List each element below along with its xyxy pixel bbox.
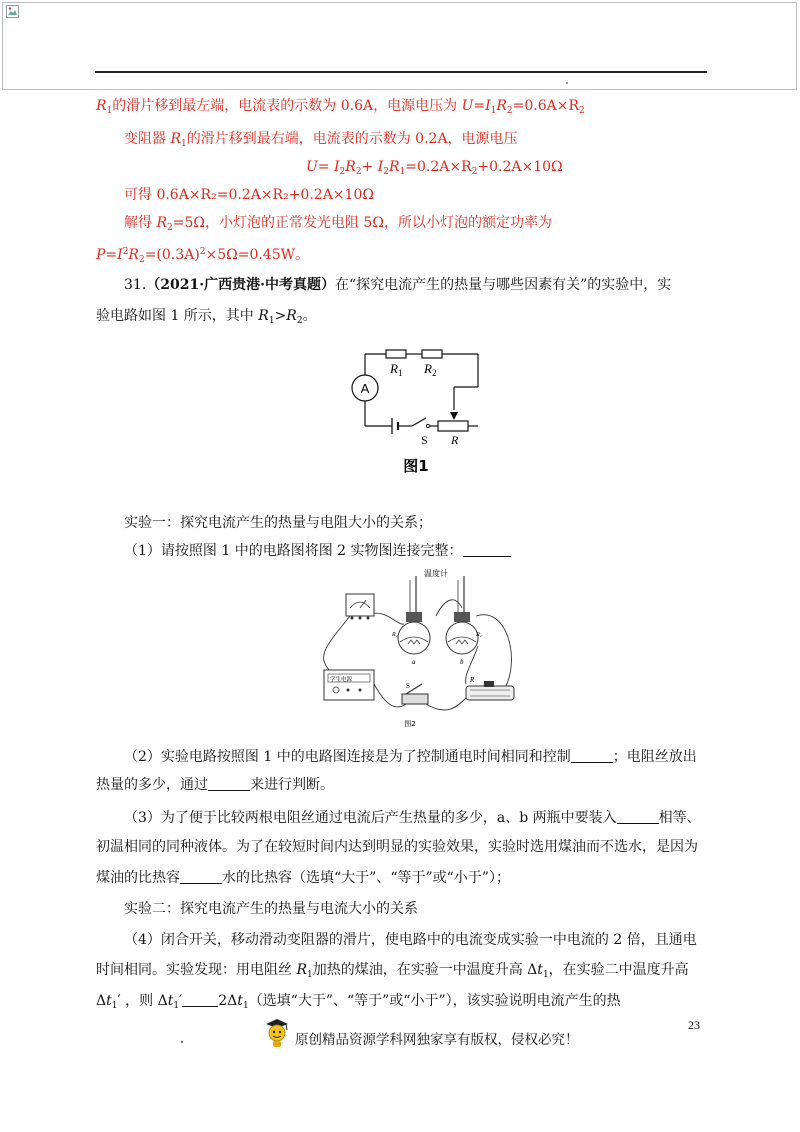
answer-blank-6[interactable] bbox=[182, 992, 218, 1007]
copyright-notice: 原创精品资源学科网独家享有版权，侵权必究！ bbox=[295, 1032, 579, 1048]
answer-blank-4[interactable] bbox=[617, 809, 659, 824]
figure-2-caption: 图2 bbox=[404, 720, 416, 728]
rheostat-device bbox=[466, 686, 514, 700]
page-number: 23 bbox=[688, 1018, 700, 1032]
r2-label: $R_2$ bbox=[424, 361, 437, 378]
switch-contact bbox=[426, 424, 429, 427]
figure-1-circuit-diagram bbox=[350, 342, 490, 477]
thermometer-label: 温度计 bbox=[424, 569, 448, 578]
answer-blank-1[interactable] bbox=[463, 542, 511, 557]
bottle-a-label: a bbox=[412, 658, 416, 666]
solution-line-1: $R_1$的滑片移到最左端，电流表的示数为 0.6A，电源电压为 $U=I_1R_2=0.6A\times R_2$ bbox=[96, 98, 585, 116]
switch-label: S bbox=[421, 433, 428, 447]
mascot-icon bbox=[262, 1016, 292, 1048]
rheostat-device-label: R bbox=[470, 676, 475, 684]
exp2-title: 实验二：探究电流产生的热量与电流大小的关系 bbox=[124, 901, 418, 917]
bottle-a bbox=[398, 622, 430, 654]
solution-line-2: 变阻器 $R_1$的滑片移到最右端，电流表的示数为 0.2A，电源电压 bbox=[124, 131, 518, 149]
r1-label: $R_1$ bbox=[390, 361, 403, 378]
resistor-r2 bbox=[422, 350, 442, 358]
switch-device bbox=[402, 694, 428, 704]
question-source: （2021·广西贵港·中考真题） bbox=[146, 277, 335, 293]
exp2-q4-line-3: $\Delta t_1'$ ，则 $\Delta t_1'$ $2\Delta t_1$（选填“大于”、“等于”或“小于”），该实验说明电流产生的热 bbox=[96, 993, 621, 1011]
question-31-line-1: 31.（2021·广西贵港·中考真题）在“探究电流产生的热量与哪些因素有关”的实验中，实 bbox=[124, 277, 672, 293]
rheostat bbox=[438, 421, 468, 431]
figure-2-apparatus bbox=[306, 566, 520, 734]
power-supply-label: 学生电源 bbox=[330, 677, 353, 683]
exp2-q4-line-2: 时间相同。实验发现：用电阻丝 $R_1$加热的煤油，在实验一中温度升高 $\Delta t_1$，在实验二中温度升高 bbox=[96, 962, 689, 980]
exp1-q3-line-3: 煤油的比热容 水的比热容（选填“大于”、“等于”或“小于”）； bbox=[96, 870, 510, 886]
header-box bbox=[2, 2, 797, 90]
broken-image-icon bbox=[6, 5, 19, 18]
switch-device-label: S bbox=[406, 682, 410, 690]
exp2-q4-line-1: （4）闭合开关，移动滑动变阻器的滑片，使电路中的电流变成实验一中电流的 2 倍，且通电 bbox=[124, 932, 697, 948]
ammeter-label: A bbox=[360, 381, 370, 396]
solution-line-6: $P=I^2R_2=(0.3A)^2\times 5\Omega=0.45W$。 bbox=[96, 247, 310, 265]
answer-blank-3[interactable] bbox=[208, 776, 250, 791]
solution-line-3: $U= I_2R_2+ I_2R_1=0.2A\times R_2+0.2A\times 10\Omega$ bbox=[306, 159, 563, 177]
header-rule bbox=[95, 71, 707, 73]
r1-wire-label: R₁ bbox=[392, 632, 398, 638]
r2-wire-label: R₂ bbox=[476, 632, 482, 638]
figure-1-caption: 图1 bbox=[403, 457, 429, 475]
header-dot bbox=[566, 82, 568, 84]
answer-blank-5[interactable] bbox=[180, 869, 222, 884]
bottle-b bbox=[446, 622, 478, 654]
exp1-q1: （1）请按照图 1 中的电路图将图 2 实物图连接完整： bbox=[124, 542, 511, 560]
resistor-r1 bbox=[386, 350, 406, 358]
rheostat-slider-arrow bbox=[450, 412, 458, 420]
question-number: 31. bbox=[124, 277, 147, 293]
exp1-q3-line-1: （3）为了便于比较两根电阻丝通过电流后产生热量的多少，a、b 两瓶中要装入 相等、 bbox=[124, 810, 701, 826]
rheostat-label: R bbox=[451, 433, 459, 447]
exp1-q2-line-1: （2）实验电路按照图 1 中的电路图连接是为了控制通电时间相同和控制 ；电阻丝放出 bbox=[124, 749, 697, 765]
bottle-b-label: b bbox=[460, 658, 464, 666]
answer-blank-2[interactable] bbox=[571, 748, 613, 763]
solution-line-4: 可得 0.6A×R₂=0.2A×R₂+0.2A×10Ω bbox=[124, 187, 374, 203]
exp1-q3-line-2: 初温相同的同种液体。为了在较短时间内达到明显的实验效果，实验时选用煤油而不选水，是因为 bbox=[96, 839, 698, 855]
question-31-line-2: 验电路如图 1 所示，其中 $R_1>R_2$。 bbox=[96, 308, 317, 326]
solution-line-5: 解得 $R_2=5\Omega$，小灯泡的正常发光电阻 5Ω，所以小灯泡的额定功率为 bbox=[124, 215, 552, 233]
footer-dot bbox=[181, 1041, 183, 1043]
exp1-title: 实验一：探究电流产生的热量与电阻大小的关系； bbox=[124, 515, 432, 531]
exp1-q2-line-2: 热量的多少，通过 来进行判断。 bbox=[96, 777, 334, 793]
ammeter-device bbox=[346, 594, 374, 616]
